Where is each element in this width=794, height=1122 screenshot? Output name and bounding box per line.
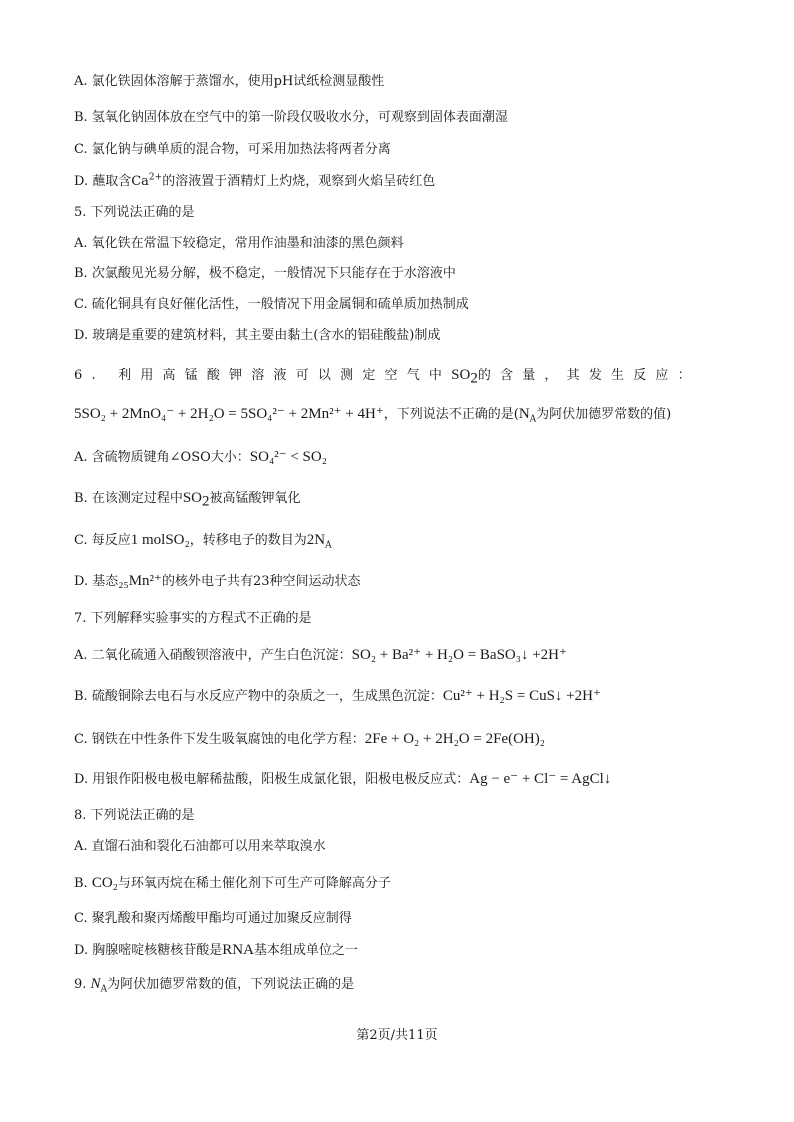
option-8c: C. 聚乳酸和聚丙烯酸甲酯均可通过加聚反应制得 xyxy=(74,911,352,926)
option-5b: B. 次氯酸见光易分解，极不稳定，一般情况下只能存在于水溶液中 xyxy=(74,266,456,281)
question-8: 8. 下列说法正确的是 xyxy=(74,808,195,823)
option-8a: A. 直馏石油和裂化石油都可以用来萃取溴水 xyxy=(74,839,326,854)
option-6b: B. 在该测定过程中$SO_2$被高锰酸钾氧化 xyxy=(74,490,301,510)
option-5d: D. 玻璃是重要的建筑材料，其主要由黏土(含水的铝硅酸盐)制成 xyxy=(74,328,441,343)
option-4a: A. 氯化铁固体溶解于蒸馏水，使用pH试纸检测显酸性 xyxy=(74,74,385,89)
question-6-head: 6. 利用高锰酸钾溶液可以测定空气中$SO_2$的含量，其发生反应： xyxy=(74,367,700,387)
option-8b: B. CO₂与环氧丙烷在稀土催化剂下可生产可降解高分子 xyxy=(74,875,391,891)
option-7a: A. 二氧化硫通入硝酸钡溶液中，产生白色沉淀：SO₂ + Ba²⁺ + H₂O = BaSO₃↓ +2H⁺ xyxy=(74,647,567,663)
option-8d: D. 胸腺嘧啶核糖核苷酸是RNA基本组成单位之一 xyxy=(74,942,358,958)
option-5a: A. 氧化铁在常温下较稳定，常用作油墨和油漆的黑色颜料 xyxy=(74,236,404,251)
option-5c: C. 硫化铜具有良好催化活性，一般情况下用金属铜和硫单质加热制成 xyxy=(74,297,469,312)
option-4c: C. 氯化钠与碘单质的混合物，可采用加热法将两者分离 xyxy=(74,142,391,157)
question-5: 5. 下列说法正确的是 xyxy=(74,205,195,220)
option-6d: D. 基态₂₅Mn²⁺的核外电子共有23种空间运动状态 xyxy=(74,573,361,589)
option-7b: B. 硫酸铜除去电石与水反应产物中的杂质之一，生成黑色沉淀：Cu²⁺ + H₂S = CuS↓ +2H⁺ xyxy=(74,688,601,704)
question-7: 7. 下列解释实验事实的方程式不正确的是 xyxy=(74,611,312,626)
option-7c: C. 钢铁在中性条件下发生吸氧腐蚀的电化学方程：2Fe + O₂ + 2H₂O = 2Fe(OH)₂ xyxy=(74,731,545,747)
question-9: 9. $N_A$为阿伏加德罗常数的值，下列说法正确的是 xyxy=(74,976,355,995)
option-7d: D. 用银作阳极电极电解稀盐酸，阳极生成氯化银，阳极电极反应式：Ag − e⁻ + Cl⁻ = AgCl↓ xyxy=(74,771,612,787)
page-footer: 第2页/共11页 xyxy=(356,1028,438,1043)
question-6-equation: 5SO₂ + 2MnO₄⁻ + 2H₂O = 5SO₄²⁻ + 2Mn²⁺ + 4H⁺，下列说法不正确的是($N_A$为阿伏加德罗常数的值) xyxy=(74,406,672,425)
option-6c: C. 每反应1 molSO₂，转移电子的数目为$2N_A$ xyxy=(74,532,332,551)
option-4d: D. 蘸取含$Ca^{2+}$的溶液置于酒精灯上灼烧，观察到火焰呈砖红色 xyxy=(74,172,436,189)
option-4b: B. 氢氧化钠固体放在空气中的第一阶段仅吸收水分，可观察到固体表面潮湿 xyxy=(74,110,508,125)
option-6a: A. 含硫物质键角∠OSO大小：SO₄²⁻ < SO₂ xyxy=(74,449,327,465)
